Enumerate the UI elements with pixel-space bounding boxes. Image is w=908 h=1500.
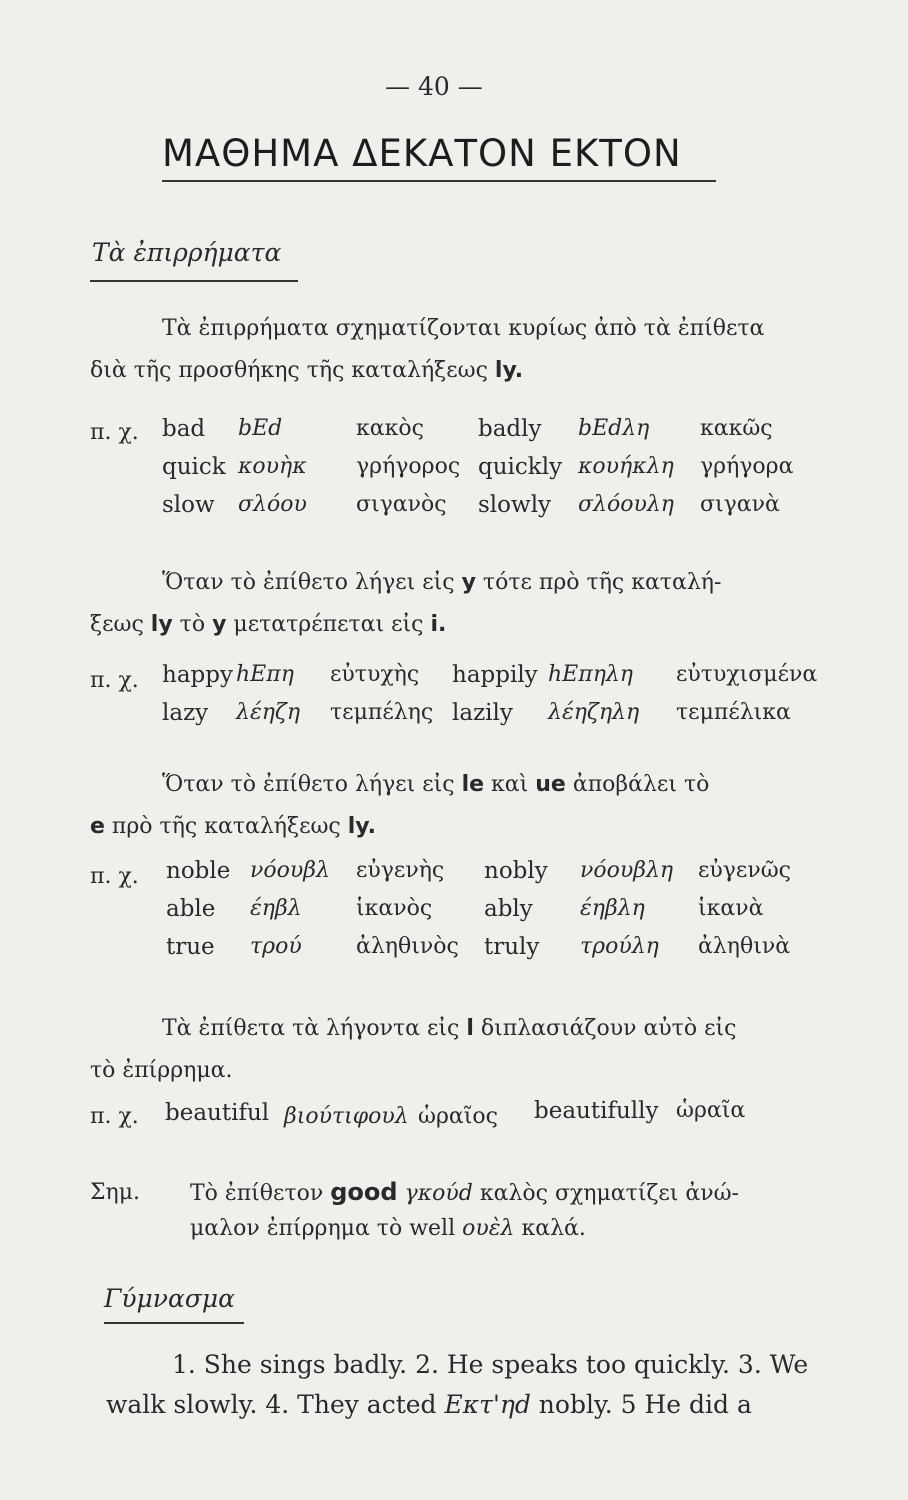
ex3-row0-adv_gr: εὐγενῶς: [698, 858, 791, 883]
para3-t2: καὶ: [484, 772, 536, 797]
ex1-row2-adv: slowly: [478, 492, 552, 518]
para3-t1: Ὅταν τὸ ἐπίθετο λήγει εἰς: [162, 772, 462, 797]
ex1-row0-gr: κακὸς: [356, 416, 424, 441]
ex3-row0-pron: νόουβλ: [250, 858, 330, 883]
ex1-row0-pron: bEd: [238, 416, 283, 441]
para1-line1: Τὰ ἐπιρρήματα σχηματίζονται κυρίως ἀπὸ τὰ ἐπίθετα: [162, 316, 765, 341]
ex1-row2-adv_gr: σιγανὰ: [700, 492, 780, 517]
para2-line2: [90, 612, 446, 637]
ex4-pron: βιούτιφουλ: [284, 1104, 409, 1129]
para3-ly: ly.: [347, 814, 376, 839]
ex3-row2-pron: τρού: [250, 934, 302, 959]
exercise-line1: 1. She sings badly. 2. He speaks too quickly. 3. We: [172, 1350, 809, 1379]
para1-text: διὰ τῆς προσθήκης τῆς καταλήξεως: [90, 358, 495, 383]
ex3-row1-adv_pron: έηβλη: [580, 896, 645, 921]
ex1-row1-gr: γρήγορος: [356, 454, 461, 479]
para2-line1: [162, 570, 721, 595]
ex1-row0-adv_gr: κακῶς: [700, 416, 773, 441]
exercise-line2: [106, 1390, 752, 1419]
note-t3: μαλον ἐπίρρημα τὸ well: [190, 1216, 463, 1241]
ex3-row1-en: able: [166, 896, 216, 922]
ex4-gr: ὡραῖος: [418, 1104, 498, 1129]
ex3-row1-gr: ἱκανὸς: [356, 896, 433, 921]
para2-i: i.: [430, 612, 447, 637]
ex2-row0-gr: εὐτυχὴς: [330, 662, 420, 687]
ex2-row1-gr: τεμπέλης: [330, 700, 434, 725]
ex2-row1-pron: λέηζη: [236, 700, 301, 725]
lesson-title: ΜΑΘΗΜΑ ΔΕΚΑΤΟΝ ΕΚΤΟΝ: [162, 132, 682, 175]
ex2-row0-adv_gr: εὐτυχισμένα: [676, 662, 818, 687]
note-t2: καλὸς σχηματίζει ἀνώ-: [472, 1181, 739, 1206]
para2-t4: τὸ: [172, 612, 213, 637]
para2-t2: τότε πρὸ τῆς καταλή-: [475, 570, 722, 595]
ex3-row0-en: noble: [166, 858, 231, 884]
section-heading-adverbs: Τὰ ἐπιρρήματα: [92, 238, 282, 267]
ex1-row0-adv: badly: [478, 416, 542, 442]
ex3-row2-en: true: [166, 934, 215, 960]
ex2-row0-en: happy: [162, 662, 233, 688]
ex4-adv: beautifully: [534, 1098, 659, 1124]
para2-t3: ξεως: [90, 612, 151, 637]
ex1-row1-adv_gr: γρήγορα: [700, 454, 794, 479]
ex2-prefix: π. χ.: [90, 668, 139, 693]
ex2-row1-en: lazy: [162, 700, 209, 726]
note-good: good: [330, 1178, 398, 1206]
ex2-row0-adv: happily: [452, 662, 538, 688]
ex1-row2-en: slow: [162, 492, 215, 518]
para4-line2: τὸ ἐπίρρημα.: [90, 1058, 233, 1083]
ex4-adv-gr: ὡραῖα: [676, 1098, 746, 1123]
ex3-prefix: π. χ.: [90, 864, 139, 889]
ex2-row1-adv_gr: τεμπέλικα: [676, 700, 791, 725]
para3-line1: [162, 772, 709, 797]
ex2-row1-adv_pron: λέηζηλη: [548, 700, 640, 725]
ex1-row1-en: quick: [162, 454, 226, 480]
ex2-row0-adv_pron: hEπηλη: [548, 662, 633, 687]
ex1-row2-pron: σλόου: [238, 492, 307, 517]
ex2-row0-pron: hEπη: [236, 662, 294, 687]
para3-t3: ἀποβάλει τὸ: [565, 772, 710, 797]
ex1-prefix: π. χ.: [90, 420, 139, 445]
ex3-row2-adv_gr: ἀληθινὰ: [698, 934, 791, 959]
para3-e: e: [90, 814, 105, 839]
title-underline: [162, 180, 716, 182]
page-number: — 40 —: [385, 72, 483, 101]
ex3-row2-adv: truly: [484, 934, 540, 960]
ex1-row1-adv: quickly: [478, 454, 563, 480]
para4-t2: διπλασιάζουν αὐτὸ εἰς: [473, 1016, 737, 1041]
ex1-row1-adv_pron: κουήκλη: [578, 454, 674, 479]
para3-ue: ue: [535, 772, 566, 797]
ex2-row1-adv: lazily: [452, 700, 513, 726]
note-label: Σημ.: [90, 1180, 141, 1205]
para3-line2: [90, 814, 376, 839]
para1-line2: [90, 358, 523, 383]
note-t4: καλά.: [514, 1216, 586, 1241]
section-heading-underline: [90, 280, 298, 282]
ex4-en: beautiful: [165, 1100, 270, 1126]
ex4-prefix: π. χ.: [90, 1104, 139, 1129]
para4-line1: [162, 1016, 736, 1041]
ex3-row0-gr: εὐγενὴς: [356, 858, 445, 883]
exercise-t1: walk slowly. 4. They acted: [106, 1390, 445, 1419]
ex3-row0-adv_pron: νόουβλη: [580, 858, 674, 883]
para2-y: y: [461, 570, 476, 595]
ex1-row1-pron: κουὴκ: [238, 454, 307, 479]
para1-bold: ly.: [494, 358, 524, 383]
exercise-pron: Eκτ'ηd: [444, 1390, 531, 1419]
ex1-row0-adv_pron: bEdλη: [578, 416, 650, 441]
note-line2: [190, 1216, 586, 1241]
note-pron: γκούd: [397, 1181, 473, 1206]
para4-t1: Τὰ ἐπίθετα τὰ λήγοντα εἰς: [162, 1016, 467, 1041]
para2-y2: y: [212, 612, 227, 637]
exercise-heading-underline: [104, 1322, 244, 1324]
ex3-row1-adv_gr: ἱκανὰ: [698, 896, 764, 921]
ex1-row2-gr: σιγανὸς: [356, 492, 447, 517]
ex1-row0-en: bad: [162, 416, 206, 442]
exercise-t2: nobly. 5 He did a: [530, 1390, 752, 1419]
para2-t5: μετατρέπεται εἰς: [226, 612, 431, 637]
ex3-row2-adv_pron: τρούλη: [580, 934, 659, 959]
ex3-row1-pron: έηβλ: [250, 896, 302, 921]
para4-l: l: [466, 1016, 474, 1041]
note-line1: [190, 1178, 739, 1206]
ex3-row1-adv: ably: [484, 896, 533, 922]
para2-t1: Ὅταν τὸ ἐπίθετο λήγει εἰς: [162, 570, 462, 595]
ex3-row0-adv: nobly: [484, 858, 548, 884]
ex1-row2-adv_pron: σλόουλη: [578, 492, 674, 517]
section-heading-exercise: Γύμνασμα: [104, 1284, 236, 1313]
para3-le: le: [461, 772, 485, 797]
para2-ly: ly: [150, 612, 173, 637]
note-well-pron: ουὲλ: [462, 1216, 515, 1241]
para3-t4: πρὸ τῆς καταλήξεως: [104, 814, 348, 839]
note-t1: Τὸ ἐπίθετον: [190, 1181, 331, 1206]
ex3-row2-gr: ἀληθινὸς: [356, 934, 459, 959]
